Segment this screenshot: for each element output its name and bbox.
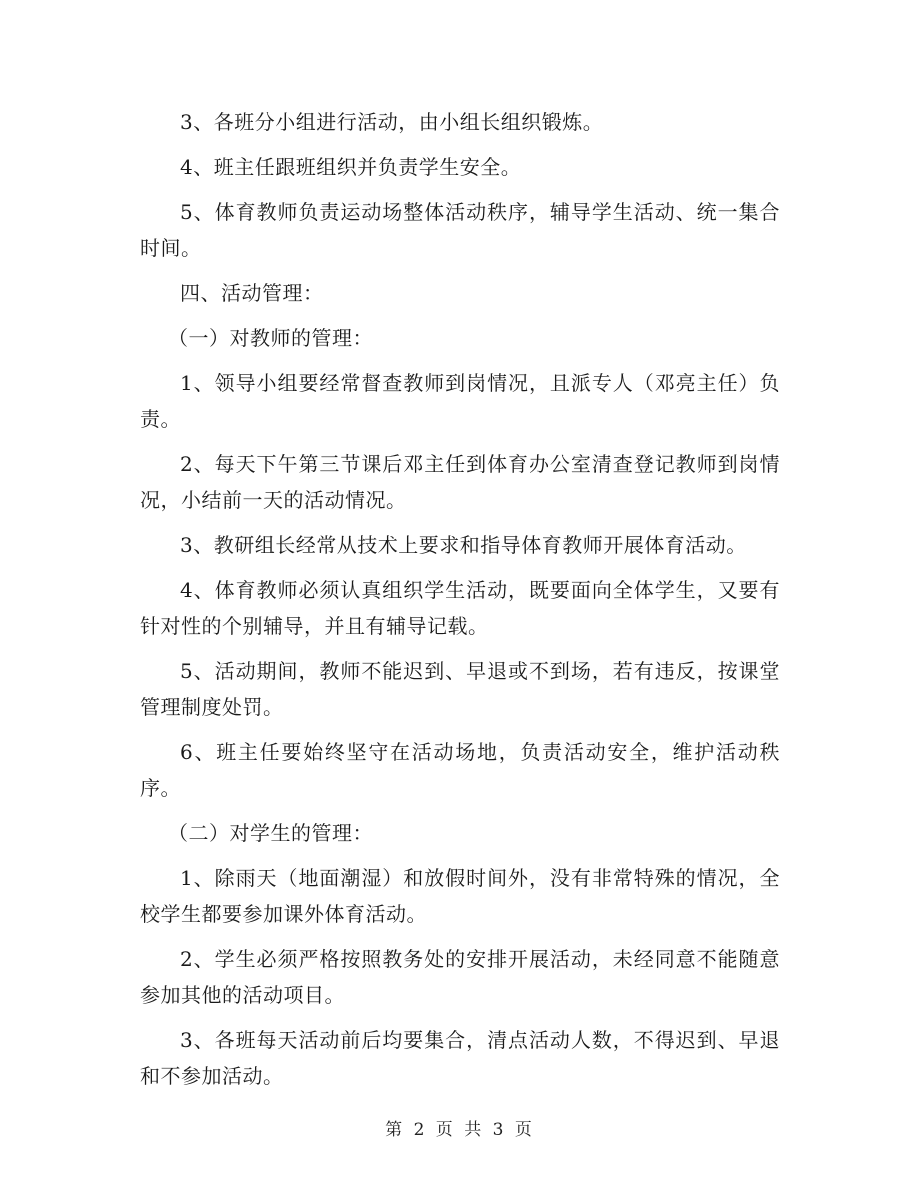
paragraph-group-activity: 3、各班分小组进行活动，由小组长组织锻炼。 [180, 110, 604, 134]
paragraph-pe-teacher-order: 5、体育教师负责运动场整体活动秩序，辅导学生活动、统一集合时间。 [140, 200, 780, 260]
paragraph-leader-inspection: 1、领导小组要经常督查教师到岗情况，且派专人（邓亮主任）负责。 [140, 371, 780, 431]
paragraph-attendance-rule: 5、活动期间，教师不能迟到、早退或不到场，若有违反，按课堂管理制度处罚。 [140, 659, 780, 719]
paragraph-daily-check: 2、每天下午第三节课后邓主任到体育办公室清查登记教师到岗情况，小结前一天的活动情况。 [140, 452, 780, 512]
paragraph-pe-organization: 4、体育教师必须认真组织学生活动，既要面向全体学生，又要有针对性的个别辅导，并且有辅导记载。 [140, 578, 780, 638]
paragraph-student-assembly: 3、各班每天活动前后均要集合，清点活动人数，不得迟到、早退和不参加活动。 [140, 1028, 780, 1088]
paragraph-student-participation: 1、除雨天（地面潮湿）和放假时间外，没有非常特殊的情况，全校学生都要参加课外体育活动。 [140, 866, 780, 926]
section-heading-activity-management: 四、活动管理： [180, 281, 324, 305]
paragraph-student-arrangement: 2、学生必须严格按照教务处的安排开展活动，未经同意不能随意参加其他的活动项目。 [140, 947, 780, 1007]
paragraph-head-teacher-onsite: 6、班主任要始终坚守在活动场地，负责活动安全，维护活动秩序。 [140, 740, 780, 800]
paragraph-head-teacher-safety: 4、班主任跟班组织并负责学生安全。 [180, 155, 522, 179]
subsection-heading-teacher-management: （一）对教师的管理： [168, 326, 373, 350]
page-footer: 第 2 页 共 3 页 [385, 1120, 535, 1140]
paragraph-research-guidance: 3、教研组长经常从技术上要求和指导体育教师开展体育活动。 [180, 533, 747, 557]
document-body [140, 104, 780, 1094]
subsection-heading-student-management: （二）对学生的管理： [168, 821, 373, 845]
